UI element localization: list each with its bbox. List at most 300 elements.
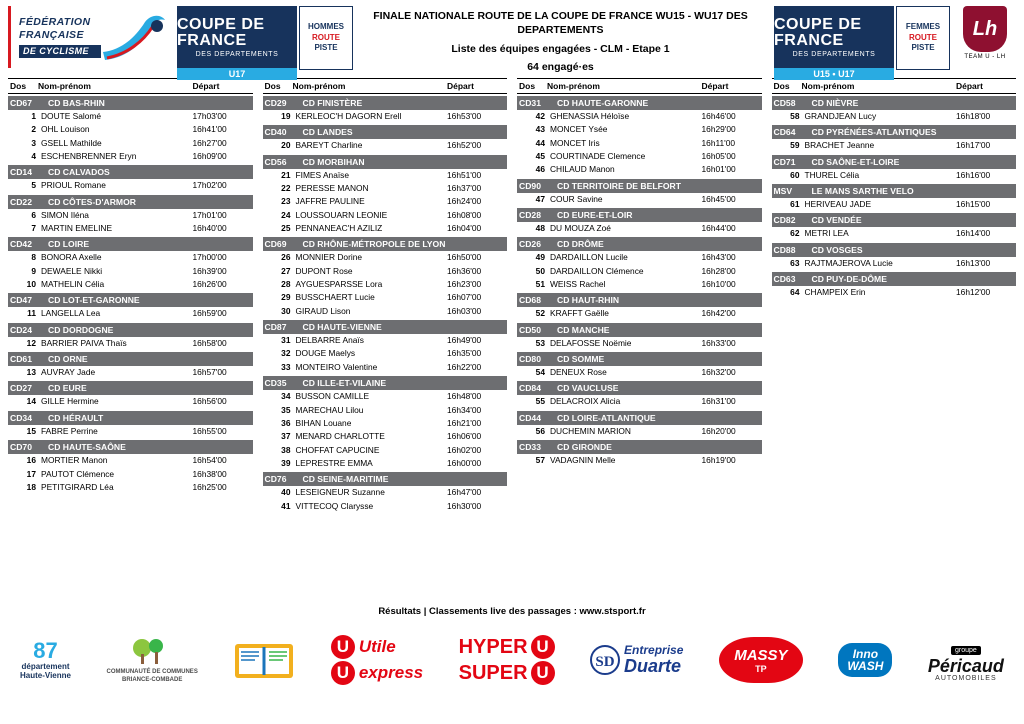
rider-name: MATHELIN Célia bbox=[41, 279, 105, 290]
rider-depart-time: 16h16'00 bbox=[956, 169, 991, 180]
rider-dossard: 59 bbox=[790, 140, 800, 151]
federation-line-2: FRANÇAISE bbox=[19, 29, 84, 42]
rider-row bbox=[517, 454, 762, 467]
team-code: CD34 bbox=[10, 412, 32, 423]
rider-row bbox=[263, 486, 508, 499]
rider-depart-time: 16h15'00 bbox=[956, 199, 991, 210]
rider-depart-time: 16h51'00 bbox=[447, 169, 482, 180]
haute-vienne-sub: département bbox=[21, 662, 70, 672]
team-name: LE MANS SARTHE VELO bbox=[811, 186, 914, 197]
rider-depart-time: 17h01'00 bbox=[192, 209, 227, 220]
sponsor-haute-vienne bbox=[20, 639, 71, 681]
rider-dossard: 62 bbox=[790, 228, 800, 239]
rider-depart-time: 16h49'00 bbox=[447, 335, 482, 346]
rider-name: DOUGE Maelys bbox=[295, 348, 356, 359]
rider-dossard: 15 bbox=[26, 425, 36, 436]
rider-dossard: 52 bbox=[535, 308, 545, 319]
rider-dossard: 48 bbox=[535, 223, 545, 234]
team-code: CD29 bbox=[264, 98, 287, 108]
hyper-label: HYPER bbox=[458, 635, 528, 658]
rider-row bbox=[263, 251, 508, 264]
sponsor-entreprise-duarte bbox=[590, 644, 683, 675]
rider-name: METRI LEA bbox=[804, 228, 849, 239]
rider-name: KRAFFT Gaëlle bbox=[550, 308, 609, 319]
rider-depart-time: 16h24'00 bbox=[447, 196, 482, 207]
rider-row bbox=[8, 395, 253, 408]
team-row bbox=[517, 179, 762, 193]
rider-row bbox=[772, 139, 1017, 152]
team-code: CD26 bbox=[519, 239, 541, 250]
team-name: CD CÔTES-D'ARMOR bbox=[48, 196, 136, 207]
rider-depart-time: 16h47'00 bbox=[447, 487, 482, 498]
rider-dossard: 40 bbox=[281, 487, 291, 498]
team-name: CD SOMME bbox=[557, 354, 605, 365]
rider-depart-time: 16h37'00 bbox=[447, 183, 482, 194]
rider-depart-time: 16h29'00 bbox=[701, 124, 736, 135]
rider-row bbox=[8, 222, 253, 235]
team-name: CD HAUTE-VIENNE bbox=[302, 322, 382, 333]
rider-row bbox=[263, 182, 508, 195]
badge-right-subtitle: DES DEPARTEMENTS bbox=[792, 50, 876, 58]
team-row bbox=[517, 208, 762, 222]
team-row bbox=[8, 293, 253, 307]
rider-row bbox=[772, 110, 1017, 123]
rider-name: ESCHENBRENNER Eryn bbox=[41, 151, 137, 162]
badge-left-category: U17 bbox=[177, 68, 297, 80]
rider-depart-time: 16h40'00 bbox=[192, 223, 227, 234]
rider-row bbox=[263, 404, 508, 417]
team-name: CD HAUTE-GARONNE bbox=[557, 98, 649, 108]
duarte-line2: Duarte bbox=[624, 655, 682, 676]
rider-depart-time: 16h03'00 bbox=[447, 305, 482, 316]
header-name: Nom-prénom bbox=[38, 81, 91, 91]
team-row bbox=[8, 440, 253, 454]
header-dos: Dos bbox=[773, 81, 790, 91]
rider-row bbox=[263, 347, 508, 360]
rider-name: DARDAILLON Lucile bbox=[550, 252, 628, 263]
rider-dossard: 60 bbox=[790, 169, 800, 180]
duarte-emblem-icon bbox=[590, 645, 620, 675]
team-name: CD PYRÉNÉES-ATLANTIQUES bbox=[811, 127, 937, 138]
rider-depart-time: 16h04'00 bbox=[447, 223, 482, 234]
u-logo-icon-2: U bbox=[331, 661, 355, 685]
rider-name: LOUSSOUARN LEONIE bbox=[295, 209, 388, 220]
rider-row bbox=[263, 195, 508, 208]
team-code: CD58 bbox=[773, 98, 796, 108]
rider-row bbox=[517, 110, 762, 123]
rider-name: VADAGNIN Melle bbox=[550, 455, 616, 466]
rider-row bbox=[8, 179, 253, 192]
rider-depart-time: 16h54'00 bbox=[192, 455, 227, 466]
startlist-column bbox=[772, 78, 1017, 596]
rider-dossard: 43 bbox=[535, 124, 545, 135]
team-row bbox=[517, 381, 762, 395]
team-name: CD DRÔME bbox=[557, 239, 604, 250]
rider-name: VITTECOQ Clarysse bbox=[295, 500, 374, 511]
rider-dossard: 50 bbox=[535, 265, 545, 276]
rider-dossard: 9 bbox=[31, 265, 36, 276]
rider-dossard: 58 bbox=[790, 111, 800, 121]
badge-left-gender: HOMMES bbox=[308, 21, 344, 31]
rider-depart-time: 16h19'00 bbox=[701, 455, 736, 466]
pericaud-groupe-label: groupe bbox=[951, 646, 981, 655]
rider-name: DUCHEMIN MARION bbox=[550, 425, 631, 436]
rider-row bbox=[263, 291, 508, 304]
rider-row bbox=[8, 209, 253, 222]
team-row bbox=[517, 293, 762, 307]
rider-name: MARTIN EMELINE bbox=[41, 223, 113, 234]
team-name: CD HÉRAULT bbox=[48, 412, 104, 423]
rider-depart-time: 16h17'00 bbox=[956, 140, 991, 151]
team-row bbox=[263, 155, 508, 169]
team-code: MSV bbox=[773, 186, 793, 197]
team-code: CD68 bbox=[519, 295, 541, 306]
rider-depart-time: 16h18'00 bbox=[956, 111, 991, 121]
team-row bbox=[517, 237, 762, 251]
utile-label: Utile bbox=[358, 637, 396, 656]
rider-name: BONORA Axelle bbox=[41, 252, 102, 263]
rider-dossard: 63 bbox=[790, 257, 800, 268]
team-code: CD88 bbox=[773, 244, 796, 255]
team-code: CD35 bbox=[264, 378, 287, 389]
rider-depart-time: 16h58'00 bbox=[192, 337, 227, 348]
rider-row bbox=[517, 150, 762, 163]
rider-depart-time: 16h39'00 bbox=[192, 265, 227, 276]
rider-dossard: 21 bbox=[281, 169, 291, 180]
team-row bbox=[517, 411, 762, 425]
rider-depart-time: 16h42'00 bbox=[701, 308, 736, 319]
rider-dossard: 27 bbox=[281, 265, 291, 276]
team-name: CD ILLE-ET-VILAINE bbox=[302, 378, 387, 389]
briance-main: BRIANCE-COMBADE bbox=[121, 676, 183, 683]
rider-row bbox=[517, 251, 762, 264]
sponsor-massy-tp bbox=[719, 637, 803, 683]
team-code: CD31 bbox=[519, 98, 541, 108]
header-depart: Départ bbox=[447, 81, 474, 91]
rider-dossard: 57 bbox=[535, 455, 545, 466]
rider-depart-time: 16h44'00 bbox=[701, 223, 736, 234]
team-code: CD47 bbox=[10, 295, 32, 306]
rider-name: FABRE Perrine bbox=[41, 425, 98, 436]
rider-depart-time: 16h21'00 bbox=[447, 417, 482, 428]
team-code: CD90 bbox=[519, 180, 541, 191]
badge-right-disc1: ROUTE bbox=[909, 32, 937, 42]
rider-dossard: 44 bbox=[535, 137, 545, 148]
rider-dossard: 45 bbox=[535, 151, 545, 162]
rider-depart-time: 16h07'00 bbox=[447, 292, 482, 303]
team-name: CD MANCHE bbox=[557, 324, 610, 335]
rider-name: AYGUESPARSSE Lora bbox=[295, 279, 383, 290]
team-name: CD LANDES bbox=[302, 127, 353, 138]
rider-depart-time: 16h30'00 bbox=[447, 500, 482, 511]
rider-name: KERLEOC'H DAGORN Erell bbox=[295, 111, 402, 121]
rider-row bbox=[8, 337, 253, 350]
rider-name: MARECHAU Lilou bbox=[295, 404, 364, 415]
column-header bbox=[8, 78, 253, 94]
rider-row bbox=[772, 257, 1017, 270]
team-row bbox=[263, 125, 508, 139]
team-name: CD RHÔNE-MÉTROPOLE DE LYON bbox=[302, 239, 446, 250]
header-depart: Départ bbox=[956, 81, 983, 91]
rider-depart-time: 16h34'00 bbox=[447, 404, 482, 415]
team-name: CD SAÔNE-ET-LOIRE bbox=[811, 156, 900, 167]
team-row bbox=[263, 320, 508, 334]
tp-label: TP bbox=[755, 663, 767, 674]
team-row bbox=[263, 96, 508, 110]
haute-vienne-main: Haute-Vienne bbox=[20, 671, 71, 681]
rider-row bbox=[517, 366, 762, 379]
rider-depart-time: 16h52'00 bbox=[447, 140, 482, 151]
sponsor-livre bbox=[233, 638, 295, 682]
rider-dossard: 37 bbox=[281, 431, 291, 442]
rider-name: PERESSE MANON bbox=[295, 183, 369, 194]
team-code: CD84 bbox=[519, 383, 541, 394]
rider-row bbox=[517, 278, 762, 291]
team-code: CD69 bbox=[264, 239, 287, 250]
rider-dossard: 55 bbox=[535, 396, 545, 407]
rider-depart-time: 16h01'00 bbox=[701, 164, 736, 175]
header-depart: Départ bbox=[192, 81, 220, 91]
federation-line-1: FÉDÉRATION bbox=[19, 16, 91, 29]
rider-depart-time: 16h10'00 bbox=[701, 279, 736, 290]
team-name: CD HAUTE-SAÔNE bbox=[48, 442, 126, 453]
rider-row bbox=[517, 337, 762, 350]
pericaud-automobiles-label: AUTOMOBILES bbox=[935, 674, 997, 682]
team-row bbox=[772, 155, 1017, 169]
federation-line-3: DE CYCLISME bbox=[19, 45, 101, 58]
team-name: CD GIRONDE bbox=[557, 442, 612, 453]
rider-row bbox=[263, 305, 508, 318]
rider-row bbox=[8, 137, 253, 150]
rider-row bbox=[263, 390, 508, 403]
rider-name: BUSSCHAERT Lucie bbox=[295, 292, 375, 303]
rider-name: CHAMPEIX Erin bbox=[804, 287, 866, 298]
team-name: CD BAS-RHIN bbox=[48, 98, 105, 108]
inno-label: Inno bbox=[852, 647, 879, 661]
rider-name: DU MOUZA Zoé bbox=[550, 223, 611, 234]
rider-dossard: 22 bbox=[281, 183, 291, 194]
team-row bbox=[8, 96, 253, 110]
badge-left-disc2: PISTE bbox=[314, 43, 338, 53]
rider-name: DELAFOSSE Noëmie bbox=[550, 337, 632, 348]
rider-dossard: 24 bbox=[281, 209, 291, 220]
team-name: CD EURE bbox=[48, 383, 87, 394]
team-name: CD SEINE-MARITIME bbox=[302, 474, 389, 485]
rider-depart-time: 16h57'00 bbox=[192, 367, 227, 378]
badge-right-gender: FEMMES bbox=[905, 21, 941, 31]
rider-dossard: 26 bbox=[281, 252, 291, 263]
rider-dossard: 49 bbox=[535, 252, 545, 263]
rider-name: DARDAILLON Clémence bbox=[550, 265, 644, 276]
team-row bbox=[8, 237, 253, 251]
rider-row bbox=[772, 227, 1017, 240]
rider-row bbox=[517, 307, 762, 320]
rider-depart-time: 16h31'00 bbox=[701, 396, 736, 407]
header-depart: Départ bbox=[701, 81, 729, 91]
team-row bbox=[772, 213, 1017, 227]
rider-depart-time: 16h26'00 bbox=[192, 279, 227, 290]
rider-name: JAFFRE PAULINE bbox=[295, 196, 365, 207]
team-row bbox=[772, 184, 1017, 198]
rider-depart-time: 16h53'00 bbox=[447, 111, 482, 121]
rider-row bbox=[263, 222, 508, 235]
rider-name: GIRAUD Lison bbox=[295, 305, 351, 316]
team-row bbox=[8, 195, 253, 209]
team-code: CD50 bbox=[519, 324, 541, 335]
team-name: CD TERRITOIRE DE BELFORT bbox=[557, 180, 681, 191]
rider-dossard: 19 bbox=[281, 111, 291, 121]
team-name: CD NIÈVRE bbox=[811, 98, 859, 108]
rider-dossard: 47 bbox=[535, 193, 545, 204]
badge-right-title: COUPE DE FRANCE bbox=[774, 15, 862, 49]
rider-row bbox=[8, 251, 253, 264]
rider-name: HERIVEAU JADE bbox=[804, 199, 872, 210]
rider-name: GRANDJEAN Lucy bbox=[804, 111, 877, 121]
rider-dossard: 35 bbox=[281, 404, 291, 415]
super-label: SUPER bbox=[458, 661, 528, 684]
rider-row bbox=[263, 417, 508, 430]
team-code: CD67 bbox=[10, 98, 32, 108]
rider-dossard: 41 bbox=[281, 500, 291, 511]
rider-name: THUREL Célia bbox=[804, 169, 860, 180]
rider-depart-time: 16h05'00 bbox=[701, 151, 736, 162]
header-dos: Dos bbox=[264, 81, 281, 91]
rider-dossard: 56 bbox=[535, 425, 545, 436]
team-code: CD42 bbox=[10, 239, 32, 250]
massy-label: MASSY bbox=[734, 646, 788, 664]
lh-shield-icon: Lh bbox=[963, 6, 1007, 52]
rider-depart-time: 17h03'00 bbox=[192, 111, 227, 121]
rider-depart-time: 16h09'00 bbox=[192, 151, 227, 162]
team-row bbox=[772, 96, 1017, 110]
rider-dossard: 7 bbox=[31, 223, 36, 234]
rider-row bbox=[517, 193, 762, 206]
rider-name: COURTINADE Clemence bbox=[550, 151, 646, 162]
team-u-lh-logo bbox=[954, 6, 1016, 72]
svg-text:SD: SD bbox=[595, 653, 615, 670]
badge-left-subtitle: DES DEPARTEMENTS bbox=[195, 50, 279, 58]
header-dos: Dos bbox=[10, 81, 27, 91]
rider-row bbox=[517, 425, 762, 438]
rider-depart-time: 16h06'00 bbox=[447, 431, 482, 442]
rider-dossard: 25 bbox=[281, 223, 291, 234]
team-row bbox=[8, 165, 253, 179]
rider-name: PENNANEAC'H AZILIZ bbox=[295, 223, 383, 234]
rider-name: LANGELLA Lea bbox=[41, 308, 101, 319]
sponsor-briance-combade bbox=[106, 636, 197, 684]
team-row bbox=[263, 376, 508, 390]
rider-depart-time: 16h02'00 bbox=[447, 444, 482, 455]
title-line-2: Liste des équipes engagées - CLM - Etape 1 bbox=[451, 43, 670, 56]
rider-name: MORTIER Manon bbox=[41, 455, 108, 466]
express-label: express bbox=[358, 663, 424, 682]
team-row bbox=[772, 125, 1017, 139]
team-code: CD27 bbox=[10, 383, 32, 394]
tree-icon bbox=[126, 636, 178, 666]
rider-name: WEISS Rachel bbox=[550, 279, 606, 290]
team-row bbox=[517, 96, 762, 110]
open-book-icon bbox=[233, 638, 295, 682]
rider-name: GSELL Mathilde bbox=[41, 137, 102, 148]
rider-dossard: 36 bbox=[281, 417, 291, 428]
rider-depart-time: 16h36'00 bbox=[447, 265, 482, 276]
rider-depart-time: 16h22'00 bbox=[447, 361, 482, 372]
team-name: CD EURE-ET-LOIR bbox=[557, 210, 633, 221]
rider-row bbox=[8, 454, 253, 467]
duarte-line1: Entreprise bbox=[624, 643, 684, 658]
team-code: CD28 bbox=[519, 210, 541, 221]
rider-name: CHOFFAT CAPUCINE bbox=[295, 444, 380, 455]
team-code: CD63 bbox=[773, 274, 796, 285]
rider-depart-time: 17h00'00 bbox=[192, 252, 227, 263]
team-name: CD MORBIHAN bbox=[302, 156, 365, 167]
team-name: CD VOSGES bbox=[811, 244, 863, 255]
rider-row bbox=[263, 169, 508, 182]
rider-name: DELACROIX Alicia bbox=[550, 396, 621, 407]
team-row bbox=[263, 472, 508, 486]
badge-right-discipline bbox=[896, 6, 950, 70]
rider-depart-time: 16h41'00 bbox=[192, 124, 227, 135]
sponsor-pericaud bbox=[928, 639, 1004, 682]
rider-dossard: 38 bbox=[281, 444, 291, 455]
rider-name: MONCET Ysée bbox=[550, 124, 608, 135]
rider-name: LESEIGNEUR Suzanne bbox=[295, 487, 385, 498]
rider-dossard: 2 bbox=[31, 124, 36, 135]
rider-row bbox=[263, 361, 508, 374]
rider-dossard: 42 bbox=[535, 111, 545, 121]
haute-vienne-mark-icon: 87 bbox=[33, 638, 58, 664]
rider-depart-time: 16h43'00 bbox=[701, 252, 736, 263]
rider-depart-time: 16h35'00 bbox=[447, 348, 482, 359]
rider-dossard: 4 bbox=[31, 151, 36, 162]
rider-depart-time: 16h14'00 bbox=[956, 228, 991, 239]
rider-dossard: 16 bbox=[26, 455, 36, 466]
rider-name: COUR Savine bbox=[550, 193, 603, 204]
rider-name: MENARD CHARLOTTE bbox=[295, 431, 385, 442]
rider-depart-time: 16h25'00 bbox=[192, 481, 227, 492]
rider-dossard: 5 bbox=[31, 180, 36, 191]
rider-depart-time: 16h23'00 bbox=[447, 279, 482, 290]
rider-depart-time: 16h12'00 bbox=[956, 287, 991, 298]
startlist-column bbox=[517, 78, 762, 596]
team-code: CD82 bbox=[773, 215, 796, 226]
team-name: CD CALVADOS bbox=[48, 167, 110, 178]
rider-depart-time: 16h59'00 bbox=[192, 308, 227, 319]
team-name: CD DORDOGNE bbox=[48, 324, 114, 335]
rider-name: BRACHET Jeanne bbox=[804, 140, 875, 151]
team-row bbox=[517, 352, 762, 366]
team-name: CD PUY-DE-DÔME bbox=[811, 274, 887, 285]
rider-depart-time: 16h11'00 bbox=[701, 137, 736, 148]
rider-dossard: 53 bbox=[535, 337, 545, 348]
team-code: CD64 bbox=[773, 127, 796, 138]
rider-name: OHL Louison bbox=[41, 124, 90, 135]
rider-row bbox=[772, 286, 1017, 299]
rider-name: DENEUX Rose bbox=[550, 367, 607, 378]
rider-name: AUVRAY Jade bbox=[41, 367, 96, 378]
sponsor-inno-wash bbox=[838, 643, 892, 677]
rider-row bbox=[517, 123, 762, 136]
rider-row bbox=[263, 430, 508, 443]
rider-row bbox=[8, 481, 253, 494]
rider-name: LEPRESTRE EMMA bbox=[295, 457, 373, 468]
team-row bbox=[772, 272, 1017, 286]
team-code: CD71 bbox=[773, 156, 796, 167]
badge-left-discipline bbox=[299, 6, 353, 70]
title-line-3: 64 engagé·es bbox=[527, 61, 594, 74]
sponsor-bar bbox=[0, 617, 1024, 695]
rider-name: BUSSON CAMILLE bbox=[295, 391, 370, 402]
